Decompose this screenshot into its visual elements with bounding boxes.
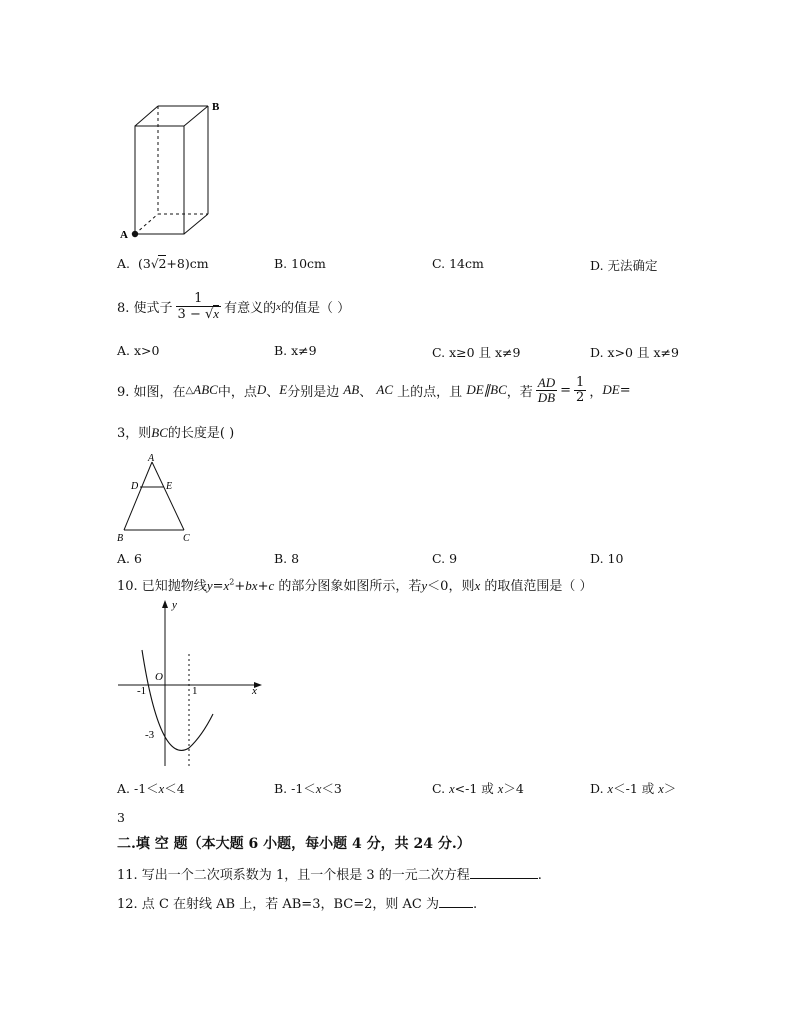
q9-fraction-ad-db: $\frac{AD}{DB}$ xyxy=(537,375,556,405)
q9-option-b: B. 8 xyxy=(274,551,300,566)
prism-figure xyxy=(112,96,232,244)
q10-option-d-wrap: 3 xyxy=(117,810,125,825)
graph-label-y: y xyxy=(172,599,177,611)
y-axis-arrow xyxy=(162,600,168,608)
q9-fraction-half: $\frac{1}{2}$ xyxy=(576,375,585,405)
q12-question: 12. 点 C 在射线 AB 上，若 AB=3，BC=2，则 AC 为 . xyxy=(117,897,478,912)
q8-option-c: C. x≥0 且 x≠9 xyxy=(432,345,521,360)
q8-option-b: B. x≠9 xyxy=(274,343,317,358)
section-heading: 二.填 空 题（本大题 6 小题，每小题 4 分，共 24 分.） xyxy=(117,836,471,852)
q9-question-line1: 9. 如图，在 △ ABC 中，点 D 、 E 分别是边 AB 、 AC 上的点，且 DE ∥ BC ，若 $\frac{AD}{DB}$ = $\frac{1}{2}$ ， DE = xyxy=(117,375,631,405)
q12-answer-blank xyxy=(439,906,473,908)
q7-option-c: C. 14cm xyxy=(432,256,484,271)
q8-option-d: D. x>0 且 x≠9 xyxy=(590,345,679,360)
graph-label-x: x xyxy=(252,685,257,697)
q10-option-c: C. x<-1 或 x＞4 xyxy=(432,781,524,796)
graph-label-origin: O xyxy=(155,671,163,683)
triangle-label-b: B xyxy=(117,533,124,544)
graph-label-neg3: -3 xyxy=(145,729,155,741)
q8-option-a: A. x>0 xyxy=(117,343,160,358)
graph-label-neg1: -1 xyxy=(137,685,147,697)
triangle-label-a: A xyxy=(148,453,155,464)
q9-option-c: C. 9 xyxy=(432,551,458,566)
q7-option-d: D. 无法确定 xyxy=(590,258,658,273)
q9-option-d: D. 10 xyxy=(590,551,624,566)
q9-question-line2: 3，则BC的长度是( ) xyxy=(117,425,235,441)
q10-option-a: A. -1＜x＜4 xyxy=(117,781,185,796)
q10-question: 10. 已知抛物线$y=x^2+bx+c$ 的部分图象如图所示，若y＜0，则x 的取值范围是（ ） xyxy=(117,577,593,594)
vertex-a-label: A xyxy=(120,229,128,241)
q8-fraction: $\frac{1}{3 - √x}$ xyxy=(177,291,220,322)
q11-answer-blank xyxy=(470,877,538,879)
triangle-label-e: E xyxy=(166,481,173,492)
triangle-label-c: C xyxy=(183,533,190,544)
triangle-figure xyxy=(112,450,202,544)
q11-question: 11. 写出一个二次项系数为 1，且一个根是 3 的一元二次方程 . xyxy=(117,868,542,883)
graph-label-1: 1 xyxy=(192,685,198,697)
q10-option-d: D. x＜-1 或 x＞ xyxy=(590,781,677,796)
q7-option-a: A. (3√2+8)cm xyxy=(117,256,209,271)
q8-question: 8. 使式子 $\frac{1}{3 - √x}$ 有意义的 x 的值是（ ） xyxy=(117,291,351,322)
vertex-a-dot xyxy=(132,231,138,237)
q10-option-b: B. -1＜x＜3 xyxy=(274,781,342,796)
q7-option-b: B. 10cm xyxy=(274,256,326,271)
triangle-label-d: D xyxy=(131,481,139,492)
parabola-graph xyxy=(112,596,272,772)
vertex-b-label: B xyxy=(212,101,220,113)
q9-option-a: A. 6 xyxy=(117,551,142,566)
